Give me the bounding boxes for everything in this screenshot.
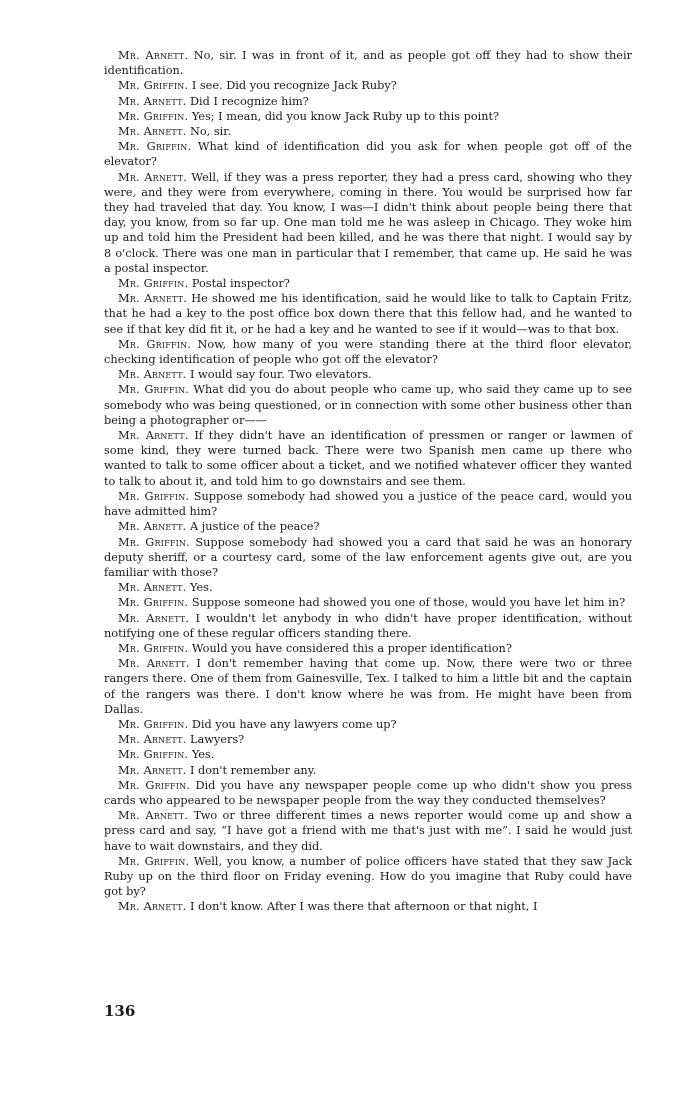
- statement-text: Lawyers?: [190, 733, 245, 747]
- speaker-label: Mr. Griffin.: [118, 748, 189, 762]
- testimony-paragraph: [104, 656, 632, 717]
- testimony-paragraph: [104, 580, 632, 595]
- speaker-label: Mr. Arnett.: [118, 900, 187, 914]
- testimony-paragraph: [104, 611, 632, 641]
- speaker-label: Mr. Griffin.: [118, 778, 191, 792]
- speaker-label: Mr. Arnett.: [118, 581, 187, 595]
- statement-text: I don't remember any.: [190, 763, 317, 777]
- speaker-label: Mr. Arnett.: [118, 520, 187, 534]
- testimony-paragraph: [104, 124, 632, 139]
- statement-text: If they didn't have an identification of pressmen or ranger or lawmen of some kind, they were turned back. There were two Spanish men came up there who wanted to talk to some officer about a ticket, and we notified whatever officer they wanted to talk to about it, and told him to go downstairs and see them.: [104, 429, 632, 488]
- statement-text: What kind of identification did you ask for when people got off of the elevator?: [104, 140, 632, 169]
- speaker-label: Mr. Arnett.: [118, 170, 188, 184]
- testimony-paragraph: [104, 489, 632, 519]
- speaker-label: Mr. Arnett.: [118, 611, 190, 625]
- testimony-paragraph: [104, 109, 632, 124]
- statement-text: No, sir.: [190, 125, 232, 139]
- statement-text: Postal inspector?: [191, 277, 290, 291]
- speaker-label: Mr. Griffin.: [118, 79, 189, 93]
- statement-text: Suppose somebody had showed you a justice of the peace card, would you have admitted him?: [104, 489, 632, 519]
- speaker-label: Mr. Arnett.: [118, 429, 189, 443]
- statement-text: Now, how many of you were standing there at the third floor elevator, checking identification of people who got off the elevator?: [104, 337, 633, 367]
- statement-text: Well, you know, a number of police officers have stated that they saw Jack Ruby up on the third floor on Friday evening. How do you imagine that Ruby could have got by?: [104, 854, 633, 899]
- testimony-paragraph: [104, 78, 632, 93]
- statement-text: Did you have any lawyers come up?: [191, 717, 397, 731]
- statement-text: I wouldn't let anybody in who didn't have proper identification, without notifying one of these regular officers standing there.: [104, 611, 633, 640]
- speaker-label: Mr. Griffin.: [118, 641, 189, 655]
- statement-text: What did you do about people who came up, who said they came up to see somebody who was being questioned, or in connection with some other business other than being a photographer or——: [104, 383, 633, 427]
- testimony-paragraph: [104, 367, 632, 382]
- statement-text: I don't remember having that come up. Now, there were two or three rangers there. One of them from Gainesville, Tex. I talked to him a little bit and the captain of the rangers was there. I don't know where he was from. He might have been from Dallas.: [104, 657, 633, 716]
- statement-text: Yes.: [191, 748, 215, 762]
- testimony-text: [104, 48, 632, 915]
- statement-text: No, sir. I was in front of it, and as people got off they had to show their identification.: [104, 49, 632, 78]
- testimony-paragraph: [104, 747, 632, 762]
- testimony-paragraph: [104, 763, 632, 778]
- statement-text: He showed me his identification, said he would like to talk to Captain Fritz, that he had a key to the post office box down there that this fellow had, and he wanted to see if that key did fit it, or he had a key and he wanted to see if it would—was to that box.: [104, 292, 633, 336]
- testimony-paragraph: [104, 595, 632, 610]
- speaker-label: Mr. Griffin.: [118, 596, 189, 610]
- speaker-label: Mr. Griffin.: [118, 854, 190, 868]
- statement-text: Suppose somebody had showed you a card that said he was an honorary deputy sheriff, or a courtesy card, some of the law enforcement agents give out, are you familiar with those?: [104, 535, 633, 579]
- statement-text: I don't know. After I was there that afternoon or that night, I: [190, 900, 538, 914]
- testimony-paragraph: [104, 717, 632, 732]
- statement-text: Did you have any newspaper people come up who didn't show you press cards who appeared to be newspaper people from the way they conducted themselves?: [104, 778, 632, 807]
- page-number: 136: [104, 1002, 136, 1020]
- testimony-paragraph: [104, 170, 632, 276]
- statement-text: A justice of the peace?: [190, 520, 320, 534]
- statement-text: Yes; I mean, did you know Jack Ruby up to this point?: [191, 109, 500, 123]
- speaker-label: Mr. Griffin.: [118, 717, 189, 731]
- speaker-label: Mr. Griffin.: [118, 109, 189, 123]
- speaker-label: Mr. Griffin.: [118, 277, 189, 291]
- statement-text: I would say four. Two elevators.: [190, 368, 372, 382]
- testimony-paragraph: [104, 94, 632, 109]
- speaker-label: Mr. Arnett.: [118, 368, 187, 382]
- statement-text: Did I recognize him?: [190, 94, 309, 108]
- testimony-paragraph: [104, 808, 632, 854]
- speaker-label: Mr. Arnett.: [118, 49, 189, 62]
- testimony-paragraph: [104, 535, 632, 581]
- speaker-label: Mr. Griffin.: [118, 535, 190, 549]
- speaker-label: Mr. Arnett.: [118, 292, 188, 306]
- statement-text: Suppose someone had showed you one of those, would you have let him in?: [191, 596, 626, 610]
- testimony-paragraph: [104, 337, 632, 367]
- testimony-paragraph: [104, 899, 632, 914]
- testimony-paragraph: [104, 276, 632, 291]
- speaker-label: Mr. Griffin.: [118, 489, 190, 503]
- speaker-label: Mr. Griffin.: [118, 383, 189, 397]
- statement-text: Would you have considered this a proper identification?: [191, 641, 512, 655]
- testimony-paragraph: [104, 428, 632, 489]
- testimony-paragraph: [104, 139, 632, 169]
- statement-text: Two or three different times a news reporter would come up and show a press card and say, “I have got a friend with me that's just with me”. I said he would just have to wait downstairs, and they did.: [104, 809, 632, 853]
- speaker-label: Mr. Arnett.: [118, 809, 189, 823]
- testimony-paragraph: [104, 291, 632, 337]
- speaker-label: Mr. Arnett.: [118, 125, 187, 139]
- testimony-paragraph: [104, 48, 632, 78]
- statement-text: Well, if they was a press reporter, they had a press card, showing who they were, and they were from everywhere, coming in there. You would be surprised how far they had traveled that day. You know, I was—I didn't think about people being there that day, you know, from so far up. One man told me he was asleep in Chicago. They woke him up and told him the President had been killed, and he was there that night. I would say by 8 o'clock. There was one man in particular that I remember, that came up. He said he was a postal inspector.: [104, 170, 633, 275]
- testimony-paragraph: [104, 854, 632, 900]
- speaker-label: Mr. Arnett.: [118, 763, 187, 777]
- speaker-label: Mr. Arnett.: [118, 733, 187, 747]
- testimony-paragraph: [104, 641, 632, 656]
- speaker-label: Mr. Griffin.: [118, 140, 192, 154]
- speaker-label: Mr. Arnett.: [118, 657, 190, 671]
- testimony-paragraph: [104, 519, 632, 534]
- testimony-paragraph: [104, 382, 632, 428]
- speaker-label: Mr. Griffin.: [118, 337, 192, 351]
- speaker-label: Mr. Arnett.: [118, 94, 187, 108]
- statement-text: Yes.: [190, 581, 213, 595]
- statement-text: I see. Did you recognize Jack Ruby?: [191, 79, 397, 93]
- testimony-paragraph: [104, 732, 632, 747]
- testimony-paragraph: [104, 778, 632, 808]
